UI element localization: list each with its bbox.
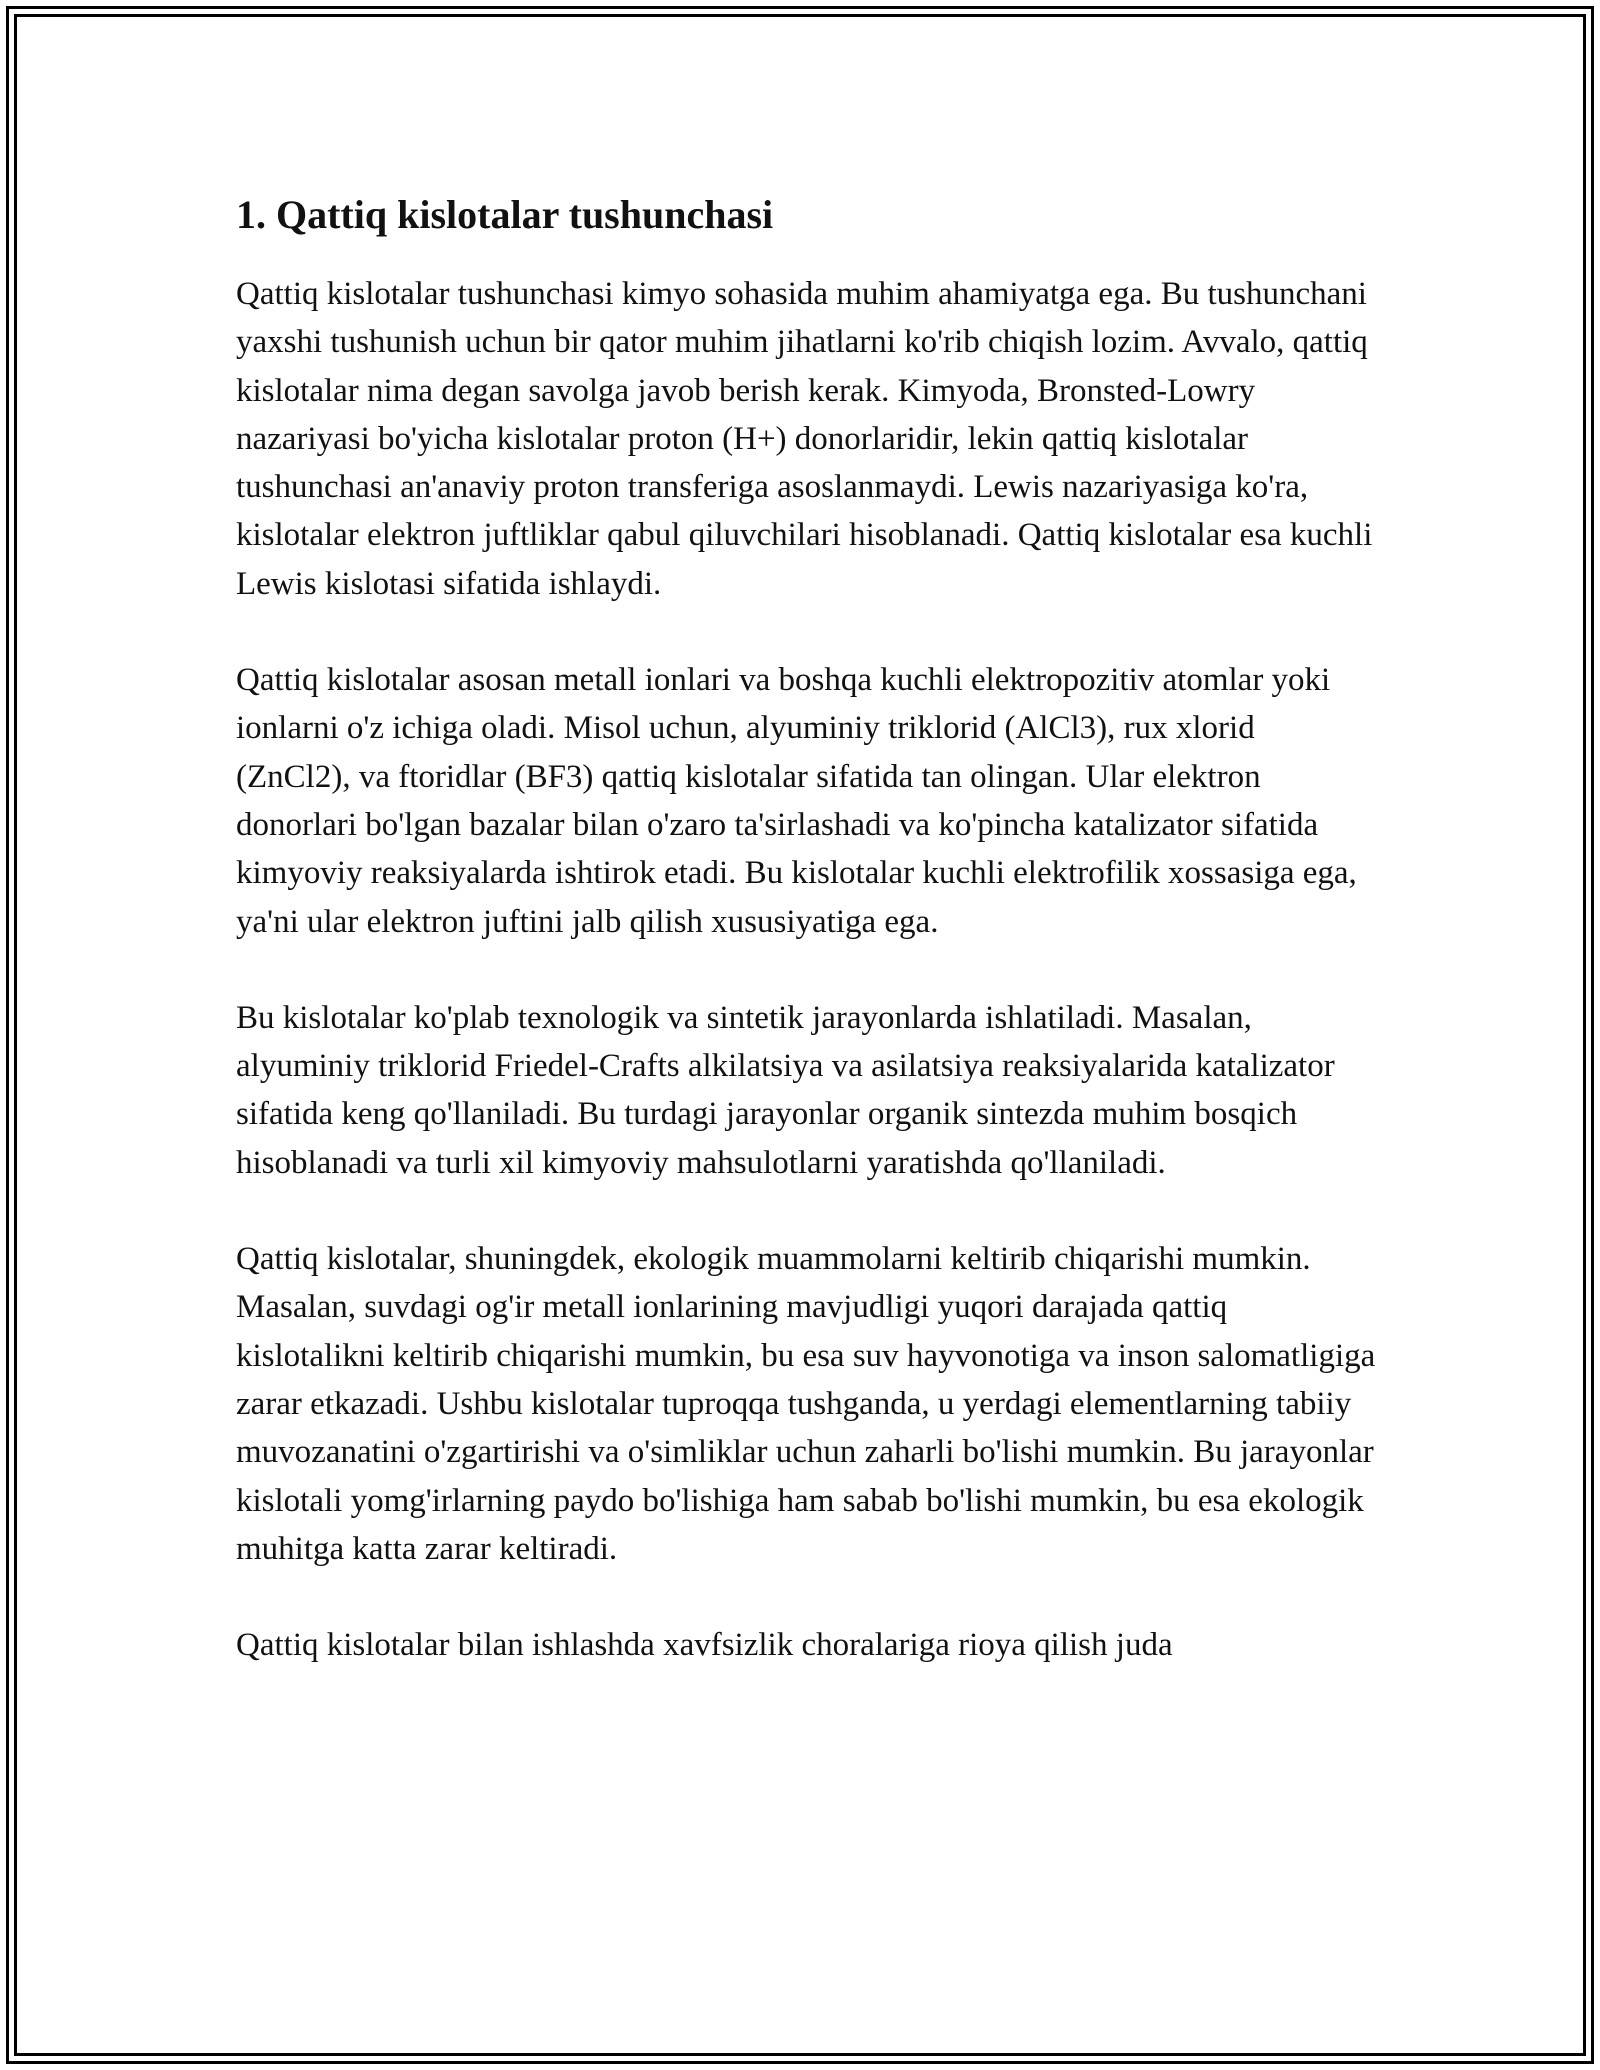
paragraph-1: Qattiq kislotalar tushunchasi kimyo sohasida muhim ahamiyatga ega. Bu tushunchani yaxshi tushunish uchun bir qator muhim jihatlarni ko'rib chiqish lozim. Avvalo, qattiq kislotalar nima degan savolga javob berish kerak. Kimyoda, Bronsted-Lowry nazariyasi bo'yicha kislotalar proton (H+) donorlaridir, lekin qattiq kislotalar tushunchasi an'anaviy proton transferiga asoslanmaydi. Lewis nazariyasiga ko'ra, kislotalar elektron juftliklar qabul qiluvchilari hisoblanadi. Qattiq kislotalar esa kuchli Lewis kislotasi sifatida ishlaydi. (236, 276, 1373, 602)
paragraph-3: Bu kislotalar ko'plab texnologik va sintetik jarayonlarda ishlatiladi. Masalan, alyuminiy triklorid Friedel-Crafts alkilatsiya va asilatsiya reaksiyalarida katalizator sifatida keng qo'llaniladi. Bu turdagi jarayonlar organik sintezda muhim bosqich hisoblanadi va turli xil kimyoviy mahsulotlarni yaratishda qo'llaniladi. (236, 999, 1335, 1181)
section-heading: 1. Qattiq kislotalar tushunchasi (236, 192, 774, 237)
paragraph-2: Qattiq kislotalar asosan metall ionlari va boshqa kuchli elektropozitiv atomlar yoki ionlarni o'z ichiga oladi. Misol uchun, alyuminiy triklorid (AlCl3), rux xlorid (ZnCl2), va ftoridlar (BF3) qattiq kislotalar sifatida tan olingan. Ular elektron donorlari bo'lgan bazalar bilan o'zaro ta'sirlashadi va ko'pincha katalizator sifatida kimyoviy reaksiyalarda ishtirok etadi. Bu kislotalar kuchli elektrofilik xossasiga ega, ya'ni ular elektron juftini jalb qilish xususiyatiga ega. (236, 662, 1357, 940)
paragraph-5: Qattiq kislotalar bilan ishlashda xavfsizlik choralariga rioya qilish juda (236, 1627, 1173, 1664)
paragraph-4: Qattiq kislotalar, shuningdek, ekologik muammolarni keltirib chiqarishi mumkin. Masalan, suvdagi og'ir metall ionlarining mavjudligi yuqori darajada qattiq kislotalikni keltirib chiqarishi mumkin, bu esa suv hayvonotiga va inson salomatligiga zarar etkazadi. Ushbu kislotalar tuproqqa tushganda, u yerdagi elementlarning tabiiy muvozanatini o'zgartirishi va o'simliklar uchun zaharli bo'lishi mumkin. Bu jarayonlar kislotali yomg'irlarning paydo bo'lishiga ham sabab bo'lishi mumkin, bu esa ekologik muhitga katta zarar keltiradi. (236, 1241, 1376, 1567)
document-body (236, 190, 1376, 1717)
